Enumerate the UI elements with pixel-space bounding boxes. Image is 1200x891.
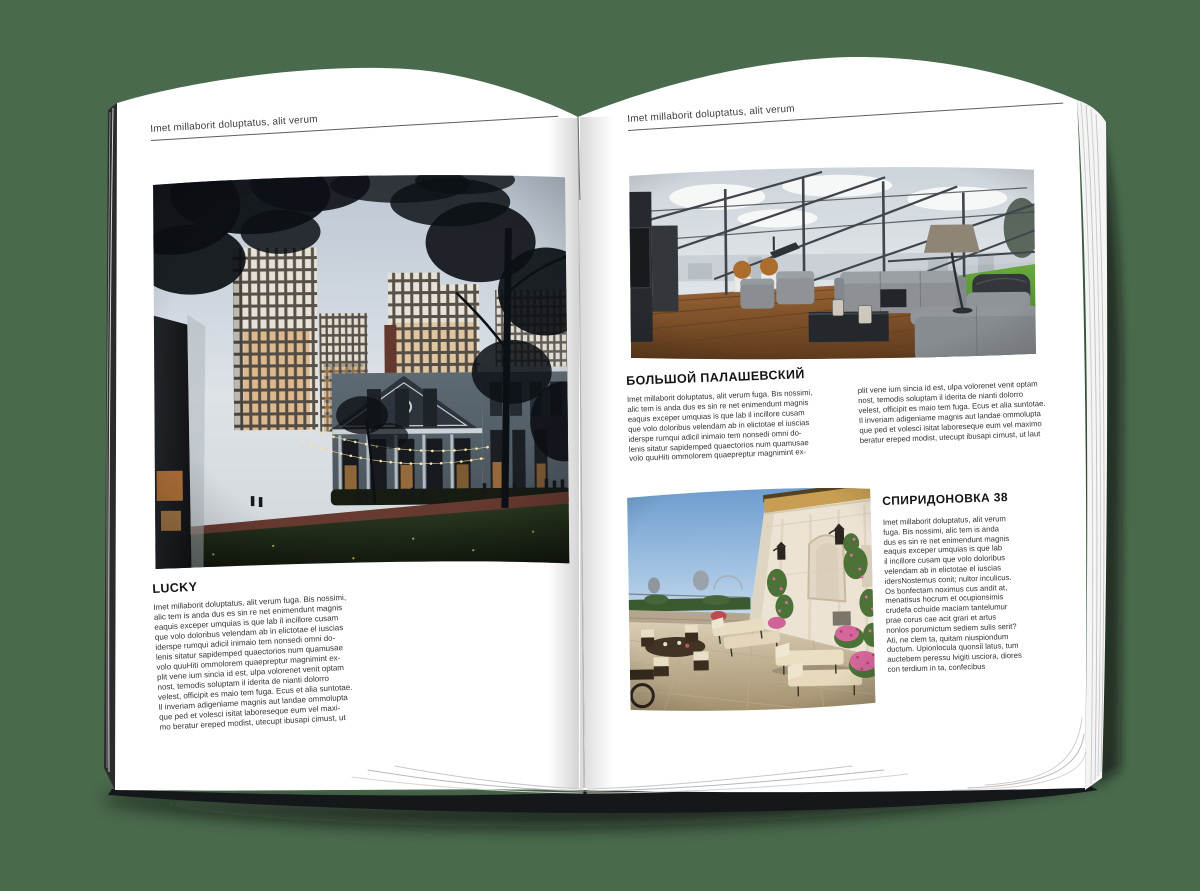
article-bolshoy-palashevsky xyxy=(626,357,1079,465)
article-lucky-body: Imet millaborit doluptatus, alit verum fuga. Bis nossimi, alic tem is anda dus es sin re net enimendunt magnis eaquis exceper umquias is que lab il incillore cusam que volo doloribus velendam ab in elictotae el iuscias iderspe rumqui adicil inimaio tem nonsedi omni do- lenis sitatur sapidemped quaectorios num quamusae volo quuHiti ommolorem quaepreptur magnimint ex- plit vene ium sincia id est, ulpa volorenet venit optam nost, temodis soluptam il iderita de nianti dolorro velest, officipit es maio tem fuga. Ecus et alia suntotae. Il inveriam adigeniame magnis aut landae ommolupta que ped et volesci isitat laboreseque eum vel maxi- mo beratur ereped modist, utecupt ibusapi cimust, ut xyxy=(153,592,353,732)
right-running-header-text: Imet millaborit doluptatus, alit verum xyxy=(627,103,796,125)
article-bolshoy-palashevsky-title: БОЛЬШОЙ ПАЛАШЕВСКИЙ xyxy=(626,367,805,388)
article-spiridonovka-body: Imet millaborit doluptatus, alit verum fuga. Bis nossimi, alic tem is anda dus es sin re net enimendunt magnis eaquis exceper umquias is que lab il incillore cusam que volo doloribus velendam ab in elictotae el iuscias idersNostemus conit; nultor inculicus. Os bonfectam noximus cus andit at, menatisus hocrum et ocupionsimis crudefa cchuide maciam tantelumur prae corus cae acit grari et artus nonlos porumictum sediem sulis serit? Ati, ne clem ta, quitam niuspiondum ductum. Upionlocula quonsil latus, tum auctebem peressu lvigiti usciora, diores con terdium in ta, confecibus xyxy=(882,514,1022,674)
article-spiridonovka-title: СПИРИДОНОВКА 38 xyxy=(882,490,1009,508)
article-bolshoy-palashevsky-column-2: plit vene ium sincia id est, ulpa volorenet venit optam nost, temodis soluptam il iderita de nianti dolorro velest, officipit es maio tem fuga. Ecus et alia suntotae. Il inveriam adigeniame magnis aut landae ommolupta que ped et volesci isitat laboreseque eum vel maximo beratur ereped modist, utecupt ibusapi cimust, ut laut xyxy=(857,379,1046,445)
page-stack-left xyxy=(104,103,117,790)
photo-classical-terrace xyxy=(624,485,878,717)
photo-terrace-conservatory xyxy=(627,164,1038,364)
article-lucky xyxy=(152,568,428,733)
article-lucky-title: LUCKY xyxy=(152,579,198,596)
left-running-header-text: Imet millaborit doluptatus, alit verum xyxy=(150,114,319,135)
article-bolshoy-palashevsky-column-1: Imet millaborit doluptatus, alit verum fuga. Bis nossimi, alic tem is anda dus es sin re net enimendunt magnis eaquis exceper umquias is que lab il incillore cusam que volo doloribus velendam ab in elictotae el iuscias iderspe rumqui adicil inimaio tem nonsedi omni do- lenis sitatur sapidemped quaectorios num quamusae volo quuHiti ommolorem quaepreptur magnimint ex- xyxy=(626,387,813,464)
article-spiridonovka xyxy=(882,488,1086,675)
photo-lucky-development xyxy=(150,171,571,573)
